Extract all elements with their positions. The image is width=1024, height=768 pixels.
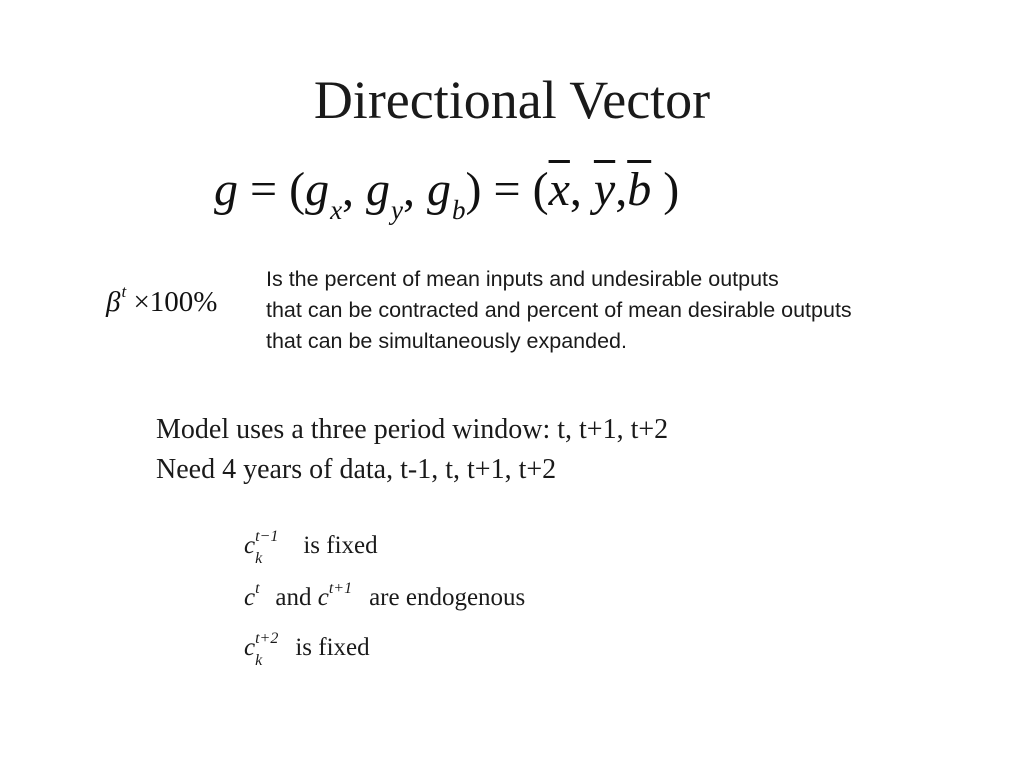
slide-title: Directional Vector: [313, 70, 711, 130]
constraint-row-2: [244, 580, 525, 616]
eq-bar-y: $\overline{y}$: [593, 163, 616, 216]
model-line-1: Model uses a three period window: t, t+1, t+2: [156, 414, 669, 445]
eq-equals-2: =: [493, 163, 521, 216]
eq-gx: g: [305, 163, 330, 216]
beta-symbol: β: [106, 286, 121, 318]
explanation-line-2: that can be contracted and percent of mean desirable outputs: [266, 298, 852, 322]
row1-superscript: t−1: [255, 528, 279, 545]
eq-comma-1: ,: [342, 163, 355, 216]
beta-percent-formula: [106, 284, 217, 324]
times-symbol: ×: [133, 286, 150, 318]
eq-lhs-g: g: [214, 163, 238, 216]
model-line-2: Need 4 years of data, t-1, t, t+1, t+2: [156, 454, 557, 485]
row1-symbol: c: [244, 532, 256, 559]
eq-sub-y: y: [391, 195, 404, 225]
constraint-row-3: [244, 630, 370, 669]
row2-text: are endogenous: [369, 584, 526, 611]
eq-gy: g: [366, 163, 391, 216]
row2-and: and: [275, 584, 312, 611]
beta-explanation: [266, 264, 1016, 357]
row2-superscript: t: [255, 580, 260, 597]
row2-symbol: c: [244, 584, 256, 611]
explanation-line-1: Is the percent of mean inputs and undesirable outputs: [266, 267, 779, 291]
row1-subscript: k: [255, 550, 263, 567]
explanation-line-3: that can be simultaneously expanded.: [266, 329, 627, 353]
eq-open-paren-2: (: [532, 163, 549, 216]
eq-comma-2: ,: [403, 163, 416, 216]
eq-sub-b: b: [452, 195, 466, 225]
eq-equals-1: =: [250, 163, 278, 216]
eq-bar-x: $\overline{x}$: [548, 163, 570, 216]
row1-text: is fixed: [303, 532, 378, 559]
row3-text: is fixed: [295, 634, 370, 661]
eq-bar-b: $\overline{b}$: [627, 163, 652, 216]
eq-gb: g: [427, 163, 452, 216]
constraint-row-1: [244, 528, 378, 567]
row3-subscript: k: [255, 652, 263, 669]
beta-superscript-t: t: [121, 282, 127, 301]
eq-close-paren-2: ): [663, 163, 680, 216]
eq-close-paren-1: ): [465, 163, 482, 216]
eq-sub-x: x: [330, 195, 343, 225]
percent-value: 100%: [149, 286, 218, 318]
row3-symbol: c: [244, 634, 256, 661]
row3-superscript: t+2: [255, 630, 279, 647]
eq-comma-4: ,: [615, 163, 628, 216]
row2-symbol-2: c: [317, 584, 329, 611]
eq-open-paren-1: (: [289, 163, 306, 216]
model-description: [156, 410, 668, 490]
directional-vector-equation: [214, 160, 679, 226]
row2-superscript-2: t+1: [328, 580, 353, 597]
eq-comma-3: ,: [569, 163, 582, 216]
